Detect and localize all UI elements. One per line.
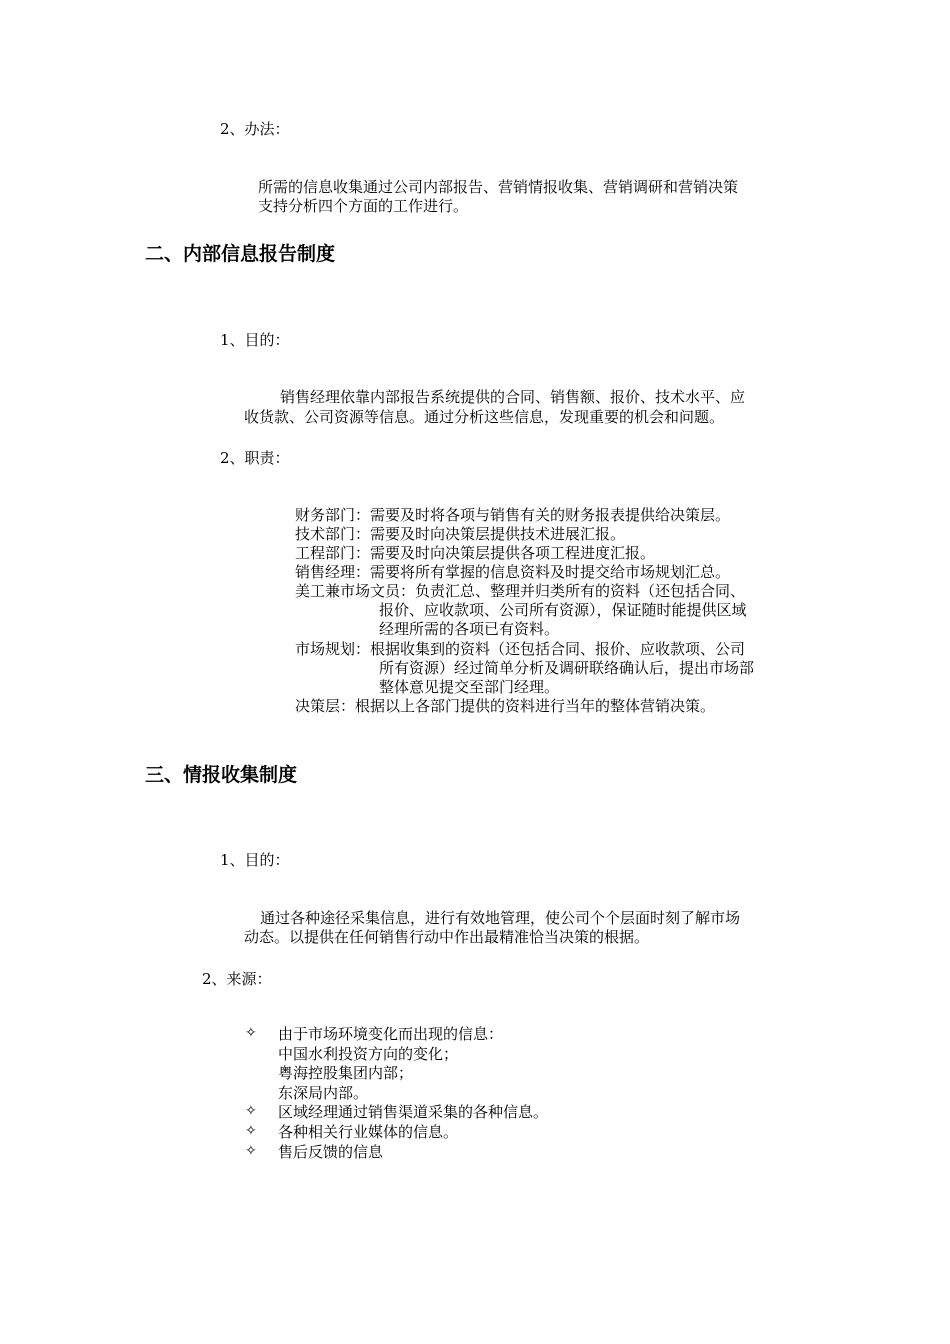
- source-item: 各种相关行业媒体的信息。: [278, 1123, 459, 1141]
- duty-label: 技术部门：: [295, 525, 371, 543]
- duty-label: 工程部门：: [295, 544, 371, 562]
- source-heading: 2、来源：: [202, 970, 272, 988]
- purpose-text-line-2: 动态。以提供在任何销售行动中作出最精准恰当决策的根据。: [244, 928, 650, 946]
- duty-text: 需要及时向决策层提供技术进展汇报。: [370, 525, 626, 543]
- duty-label: 市场规划：: [295, 640, 371, 658]
- duty-item: [295, 544, 655, 563]
- purpose-text-line-2: 收货款、公司资源等信息。通过分析这些信息，发现重要的机会和问题。: [244, 408, 725, 426]
- source-item: 售后反馈的信息: [278, 1143, 384, 1161]
- duty-text-continued: 经理所需的各项已有资料。: [379, 620, 560, 638]
- section-title-intelligence: 三、情报收集制度: [145, 764, 298, 786]
- duty-item: [295, 563, 730, 582]
- duty-item: [295, 506, 730, 525]
- duty-text-continued: 整体意见提交至部门经理。: [379, 678, 560, 696]
- diamond-bullet-icon: ✧: [245, 1143, 257, 1159]
- purpose-text-line-1: 通过各种途径采集信息，进行有效地管理，使公司个个层面时刻了解市场: [260, 909, 741, 927]
- duty-text: 根据收集到的资料（还包括合同、报价、应收款项、公司: [370, 640, 746, 658]
- source-item: 由于市场环境变化而出现的信息：: [278, 1025, 504, 1043]
- diamond-bullet-icon: ✧: [245, 1123, 257, 1139]
- duty-text-continued: 报价、应收款项、公司所有资源），保证随时能提供区域: [379, 601, 747, 619]
- duty-heading: 2、职责：: [220, 449, 290, 467]
- duty-item: [295, 525, 625, 544]
- method-heading: 2、办法：: [220, 120, 290, 138]
- duty-label: 美工兼市场文员：: [295, 582, 416, 600]
- method-text-line-2: 支持分析四个方面的工作进行。: [258, 197, 469, 215]
- duty-text: 需要及时向决策层提供各项工程进度汇报。: [370, 544, 656, 562]
- duty-text: 需要及时将各项与销售有关的财务报表提供给决策层。: [370, 506, 731, 524]
- diamond-bullet-icon: ✧: [245, 1025, 257, 1041]
- source-sub-item: 东深局内部。: [278, 1084, 369, 1102]
- duty-item: [295, 697, 715, 716]
- source-sub-item: 中国水利投资方向的变化；: [278, 1045, 459, 1063]
- duty-label: 决策层：: [295, 697, 356, 715]
- purpose-heading: 1、目的：: [220, 331, 290, 349]
- purpose-text-line-1: 销售经理依靠内部报告系统提供的合同、销售额、报价、技术水平、应: [280, 388, 746, 406]
- purpose-heading: 1、目的：: [220, 851, 290, 869]
- duty-text: 根据以上各部门提供的资料进行当年的整体营销决策。: [355, 697, 716, 715]
- source-item: 区域经理通过销售渠道采集的各种信息。: [278, 1103, 549, 1121]
- duty-text: 负责汇总、整理并归类所有的资料（还包括合同、: [415, 582, 746, 600]
- source-sub-item: 粤海控股集团内部；: [278, 1064, 414, 1082]
- duty-text-continued: 所有资源）经过简单分析及调研联络确认后，提出市场部: [379, 659, 755, 677]
- diamond-bullet-icon: ✧: [245, 1103, 257, 1119]
- method-text-line-1: 所需的信息收集通过公司内部报告、营销情报收集、营销调研和营销决策: [258, 178, 739, 196]
- duty-item: [295, 640, 745, 659]
- duty-label: 销售经理：: [295, 563, 371, 581]
- duty-text: 需要将所有掌握的信息资料及时提交给市场规划汇总。: [370, 563, 731, 581]
- duty-label: 财务部门：: [295, 506, 371, 524]
- section-title-internal-report: 二、内部信息报告制度: [145, 243, 336, 265]
- duty-item: [295, 582, 745, 601]
